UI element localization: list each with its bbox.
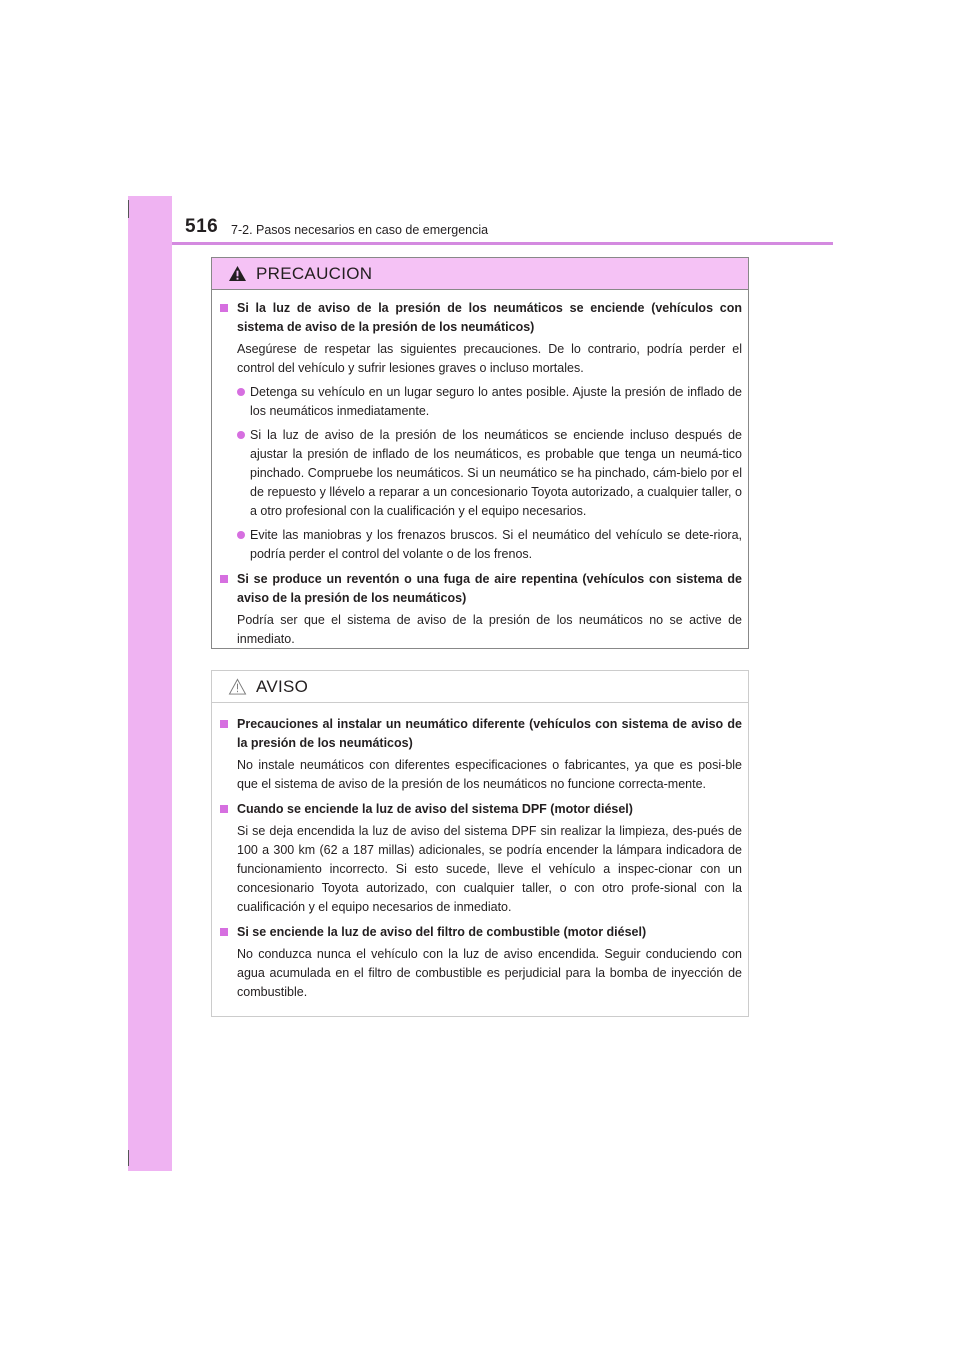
- caution-item-text: Podría ser que el sistema de aviso de la presión de los neumáticos no se active de inmediato.: [237, 613, 742, 646]
- band-edge-mark-bottom: [128, 1150, 129, 1166]
- notice-body: [218, 715, 742, 1002]
- square-bullet-icon: [220, 575, 228, 583]
- notice-item: [218, 715, 742, 794]
- caution-item-text: Asegúrese de respetar las siguientes precauciones. De lo contrario, podría perder el control del vehículo y sufrir lesiones graves o incluso mortales.: [237, 342, 742, 375]
- notice-item-text: No conduzca nunca el vehículo con la luz de aviso encendida. Seguir conduciendo con agua acumulada en el filtro de combustible es perjudicial para la bomba de inyección de combustible.: [237, 947, 742, 999]
- bullet-text: Detenga su vehículo en un lugar seguro lo antes posible. Ajuste la presión de inflado de los neumáticos inmediatamente.: [250, 385, 742, 418]
- side-tab-band: [128, 196, 172, 1171]
- notice-item-heading: Si se enciende la luz de aviso del filtro de combustible (motor diésel): [237, 925, 647, 939]
- square-bullet-icon: [220, 805, 228, 813]
- notice-header: [212, 671, 748, 703]
- warning-outline-icon: [228, 678, 247, 695]
- header-rule: [172, 242, 833, 245]
- bullet-item: [237, 383, 742, 421]
- notice-item-heading: Precauciones al instalar un neumático diferente (vehículos con sistema de aviso de la presión de los neumáticos): [237, 717, 742, 750]
- caution-body: [218, 299, 742, 649]
- page-number: 516: [185, 216, 219, 237]
- notice-title: AVISO: [256, 677, 309, 696]
- bullet-item: [237, 426, 742, 521]
- bullet-item: [237, 526, 742, 564]
- caution-header: [212, 258, 748, 290]
- notice-item: [218, 923, 742, 1002]
- caution-item: [218, 299, 742, 564]
- bullet-text: Si la luz de aviso de la presión de los neumáticos se enciende incluso después de ajustar la presión de inflado de los neumáticos, es probable que tenga un neumá-tico pinchado. Compruebe los neumáticos. Si un neumático se ha pinchado, cám-bielo por el de repuesto y llévelo a reparar a un concesionario Toyota autorizado, a cualquier taller, o a otro profesional con la cualificación y el equipo necesarios.: [250, 428, 742, 518]
- round-bullet-icon: [237, 388, 245, 396]
- round-bullet-icon: [237, 531, 245, 539]
- notice-item-text: No instale neumáticos con diferentes especificaciones o fabricantes, ya que es posi-ble que el sistema de aviso de la presión de los neumáticos no funcione correcta-mente.: [237, 758, 742, 791]
- square-bullet-icon: [220, 720, 228, 728]
- caution-item: [218, 570, 742, 649]
- square-bullet-icon: [220, 304, 228, 312]
- square-bullet-icon: [220, 928, 228, 936]
- notice-item: [218, 800, 742, 917]
- round-bullet-icon: [237, 431, 245, 439]
- notice-item-text: Si se deja encendida la luz de aviso del sistema DPF sin realizar la limpieza, des-pués de 100 a 300 km (62 a 187 millas) adicionales, se podría encender la lámpara indicadora de funcionamiento incorrecto. Si esto sucede, lleve el vehículo a inspec-cionar con un concesionario Toyota autorizado, con cualquier taller, o con otro profe-sional con la cualificación y el equipo necesarios de inmediato.: [237, 824, 742, 914]
- section-title: 7-2. Pasos necesarios en caso de emergencia: [231, 223, 489, 237]
- caution-box: [211, 257, 749, 649]
- band-edge-mark-top: [128, 200, 129, 218]
- caution-title: PRECAUCION: [256, 264, 373, 283]
- bullet-text: Evite las maniobras y los frenazos bruscos. Si el neumático del vehículo se dete-riora, podría perder el control del volante o de los frenos.: [250, 528, 742, 561]
- warning-icon: [228, 265, 247, 282]
- caution-item-heading: Si la luz de aviso de la presión de los neumáticos se enciende (vehículos con sistema de aviso de la presión de los neumáticos): [237, 301, 742, 334]
- caution-item-heading: Si se produce un reventón o una fuga de aire repentina (vehículos con sistema de aviso de la presión de los neumáticos): [237, 572, 742, 605]
- notice-item-heading: Cuando se enciende la luz de aviso del sistema DPF (motor diésel): [237, 802, 633, 816]
- notice-box: [211, 670, 749, 1017]
